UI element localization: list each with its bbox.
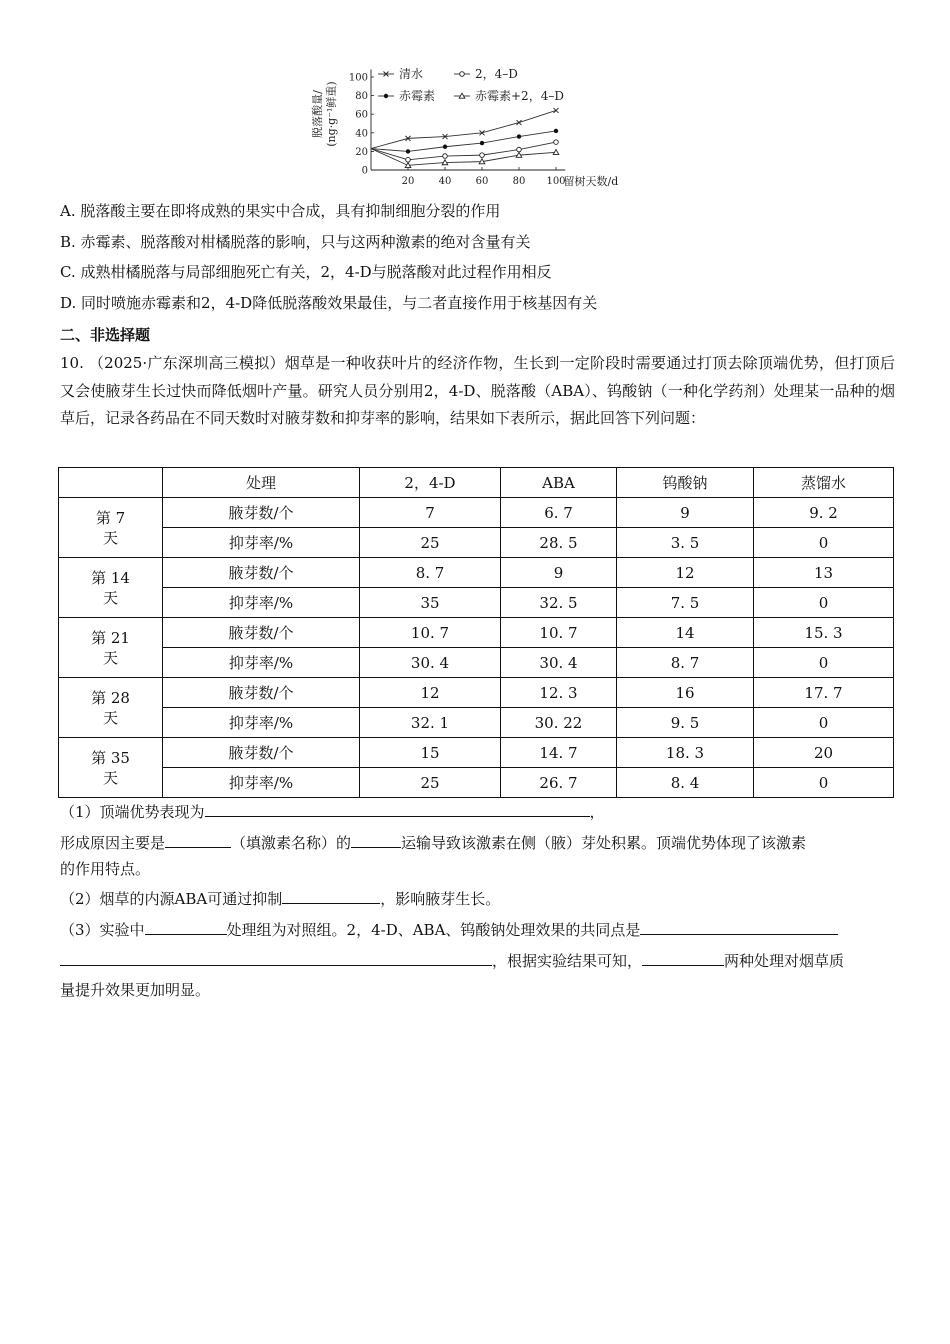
answer-blank[interactable] — [205, 801, 590, 817]
day-label — [59, 678, 163, 738]
data-point — [517, 120, 522, 125]
q3-line3: 量提升效果更加明显。 — [60, 981, 211, 999]
y-tick-label: 80 — [355, 91, 368, 103]
data-point — [480, 153, 485, 158]
table-cell: 15 — [360, 738, 501, 768]
answer-blank[interactable] — [165, 832, 231, 848]
day-label-line1: 第 28 — [91, 688, 130, 707]
x-tick-label: 100 — [546, 176, 566, 187]
table-cell: 13 — [754, 558, 894, 588]
table-row — [59, 708, 894, 738]
q1-line3: 的作用特点。 — [60, 860, 151, 878]
table-cell: 9. 5 — [617, 708, 754, 738]
day-label — [59, 738, 163, 798]
data-point — [406, 149, 410, 153]
table-cell: 0 — [754, 768, 894, 798]
table-row — [59, 618, 894, 648]
table-cell: 28. 5 — [501, 528, 617, 558]
table-cell: 35 — [360, 588, 501, 618]
metric-label: 腋芽数/个 — [163, 618, 360, 648]
metric-label: 腋芽数/个 — [163, 738, 360, 768]
q2-line — [60, 888, 500, 909]
results-table — [58, 467, 894, 798]
data-point — [406, 157, 411, 162]
table-cell: 10. 7 — [501, 618, 617, 648]
data-point — [443, 154, 448, 159]
x-tick-label: 20 — [401, 176, 415, 187]
table-cell: 30. 22 — [501, 708, 617, 738]
q1-text-c: 形成原因主要是 — [60, 834, 166, 852]
header-cell: 处理 — [163, 468, 360, 498]
y-axis-label: 脱落酸量/ — [311, 90, 324, 138]
table-row — [59, 738, 894, 768]
abscisic-acid-chart — [305, 56, 619, 196]
data-point-shape — [517, 147, 522, 152]
data-point — [554, 108, 559, 113]
table-cell: 0 — [754, 528, 894, 558]
q1-line1 — [60, 801, 605, 822]
table-cell: 20 — [754, 738, 894, 768]
legend-marker-shape — [384, 94, 388, 98]
table-row — [59, 558, 894, 588]
y-tick-label: 20 — [355, 146, 368, 158]
data-point-shape — [554, 140, 559, 145]
metric-label: 抑芽率/% — [163, 708, 360, 738]
table-row — [59, 588, 894, 618]
x-axis-label: 留树天数/d — [563, 175, 619, 188]
q1-text-d: （填激素名称）的 — [231, 834, 352, 852]
header-cell: 2，4-D — [360, 468, 501, 498]
table-cell: 0 — [754, 708, 894, 738]
day-label — [59, 618, 163, 678]
answer-blank[interactable] — [282, 888, 380, 904]
legend-label: 赤霉素 — [399, 89, 436, 103]
table-row — [59, 528, 894, 558]
q3-text-a: （3）实验中 — [60, 921, 145, 939]
metric-label: 抑芽率/% — [163, 648, 360, 678]
q3-line1 — [60, 919, 838, 940]
y-tick-label: 100 — [348, 72, 368, 84]
table-cell: 15. 3 — [754, 618, 894, 648]
answer-blank[interactable] — [640, 919, 838, 935]
table-cell: 7. 5 — [617, 588, 754, 618]
metric-label: 腋芽数/个 — [163, 678, 360, 708]
day-label-line1: 第 14 — [91, 568, 130, 587]
legend-marker — [460, 72, 465, 77]
table-cell: 10. 7 — [360, 618, 501, 648]
q3-text-b: 处理组为对照组。2，4-D、ABA、钨酸钠处理效果的共同点是 — [226, 921, 641, 939]
data-point — [517, 134, 521, 138]
table-cell: 12. 3 — [501, 678, 617, 708]
day-label-line2: 天 — [102, 648, 118, 667]
table-row — [59, 498, 894, 528]
table-cell: 30. 4 — [360, 648, 501, 678]
metric-label: 抑芽率/% — [163, 528, 360, 558]
q3-line2 — [60, 950, 844, 971]
legend-marker-shape — [460, 72, 465, 77]
q2-text-b: ，影响腋芽生长。 — [380, 890, 501, 908]
option-b[interactable]: B. 赤霉素、脱落酸对柑橘脱落的影响，只与这两种激素的绝对含量有关 — [60, 233, 531, 251]
section-title: 二、非选择题 — [60, 326, 151, 344]
day-label-line2: 天 — [102, 768, 118, 787]
table-cell: 0 — [754, 588, 894, 618]
table-cell: 18. 3 — [617, 738, 754, 768]
table-cell: 16 — [617, 678, 754, 708]
x-tick-label: 80 — [512, 176, 526, 187]
table-cell: 26. 7 — [501, 768, 617, 798]
table-cell: 30. 4 — [501, 648, 617, 678]
table-cell: 25 — [360, 528, 501, 558]
metric-label: 腋芽数/个 — [163, 558, 360, 588]
y-tick-label: 0 — [361, 165, 368, 177]
header-cell: ABA — [501, 468, 617, 498]
table-cell: 32. 1 — [360, 708, 501, 738]
option-a[interactable]: A. 脱落酸主要在即将成熟的果实中合成，具有抑制细胞分裂的作用 — [60, 202, 501, 220]
q2-text-a: （2）烟草的内源ABA可通过抑制 — [60, 890, 283, 908]
header-cell: 钨酸钠 — [617, 468, 754, 498]
x-tick-label: 60 — [475, 176, 489, 187]
table-header-row — [59, 468, 894, 498]
question-intro: 10. （2025·广东深圳高三模拟）烟草是一种收获叶片的经济作物，生长到一定阶段时需要通过打顶去除顶端优势，但打顶后又会使腋芽生长过快而降低烟叶产量。研究人员分别用2，4-D、脱落酸（ABA）、钨酸钠（一种化学药剂）处理某一品种的烟草后，记录各药品在不同天数时对腋芽数和抑芽率的影响，结果如下表所示，据此回答下列问题： — [60, 354, 895, 427]
q1-line2 — [60, 832, 806, 853]
legend-label: 2，4–D — [475, 67, 518, 81]
table-cell: 14 — [617, 618, 754, 648]
answer-blank[interactable] — [145, 919, 227, 935]
data-point-shape — [554, 129, 558, 133]
table-cell: 9 — [501, 558, 617, 588]
q1-text-a: （1）顶端优势表现为 — [60, 803, 205, 821]
q3-text-c: ，根据实验结果可知， — [492, 952, 643, 970]
day-label-line1: 第 7 — [95, 508, 126, 527]
data-point — [517, 147, 522, 152]
day-label — [59, 498, 163, 558]
table-cell: 9. 2 — [754, 498, 894, 528]
legend-label: 清水 — [399, 67, 424, 81]
table-cell: 9 — [617, 498, 754, 528]
x-tick-label: 40 — [438, 176, 452, 187]
q3-text-d: 两种处理对烟草质 — [724, 952, 845, 970]
day-label-line2: 天 — [102, 708, 118, 727]
option-c[interactable]: C. 成熟柑橘脱落与局部细胞死亡有关，2，4-D与脱落酸对此过程作用相反 — [60, 263, 552, 281]
legend-label: 赤霉素+2，4–D — [475, 89, 564, 103]
metric-label: 抑芽率/% — [163, 588, 360, 618]
header-empty — [59, 468, 163, 498]
data-point-shape — [517, 134, 521, 138]
chart-svg — [305, 56, 619, 196]
series-line-0 — [371, 110, 556, 148]
table-cell: 25 — [360, 768, 501, 798]
table-cell: 8. 7 — [617, 648, 754, 678]
table-cell: 7 — [360, 498, 501, 528]
table-cell: 14. 7 — [501, 738, 617, 768]
data-point-shape — [443, 145, 447, 149]
answer-blank[interactable] — [60, 950, 492, 966]
q1-text-b: ， — [589, 803, 605, 821]
table-cell: 12 — [360, 678, 501, 708]
y-axis-label: (ng·g⁻¹鲜重) — [325, 81, 338, 147]
data-point-shape — [406, 157, 411, 162]
legend-marker — [384, 94, 388, 98]
table-cell: 8. 4 — [617, 768, 754, 798]
y-tick-label: 40 — [355, 128, 368, 140]
data-point — [554, 140, 559, 145]
table-cell: 3. 5 — [617, 528, 754, 558]
y-tick-label: 60 — [355, 109, 368, 121]
day-label-line2: 天 — [102, 528, 118, 547]
table-cell: 0 — [754, 648, 894, 678]
data-point-shape — [406, 149, 410, 153]
data-point-shape — [480, 141, 484, 145]
table-row — [59, 648, 894, 678]
table-cell: 17. 7 — [754, 678, 894, 708]
day-label-line1: 第 21 — [91, 628, 130, 647]
metric-label: 腋芽数/个 — [163, 498, 360, 528]
answer-blank[interactable] — [351, 832, 401, 848]
q1-text-e: 运输导致该激素在侧（腋）芽处积累。顶端优势体现了该激素 — [401, 834, 807, 852]
table-cell: 6. 7 — [501, 498, 617, 528]
option-d[interactable]: D. 同时喷施赤霉素和2，4-D降低脱落酸效果最佳，与二者直接作用于核基因有关 — [60, 294, 598, 312]
answer-blank[interactable] — [642, 950, 724, 966]
data-point — [480, 141, 484, 145]
day-label-line2: 天 — [102, 588, 118, 607]
table-row — [59, 678, 894, 708]
table-cell: 12 — [617, 558, 754, 588]
data-point — [554, 129, 558, 133]
data-point-shape — [443, 154, 448, 159]
table-row — [59, 768, 894, 798]
data-point-shape — [480, 153, 485, 158]
day-label-line1: 第 35 — [91, 748, 130, 767]
table-cell: 32. 5 — [501, 588, 617, 618]
day-label — [59, 558, 163, 618]
table-cell: 8. 7 — [360, 558, 501, 588]
data-point — [443, 145, 447, 149]
header-cell: 蒸馏水 — [754, 468, 894, 498]
metric-label: 抑芽率/% — [163, 768, 360, 798]
